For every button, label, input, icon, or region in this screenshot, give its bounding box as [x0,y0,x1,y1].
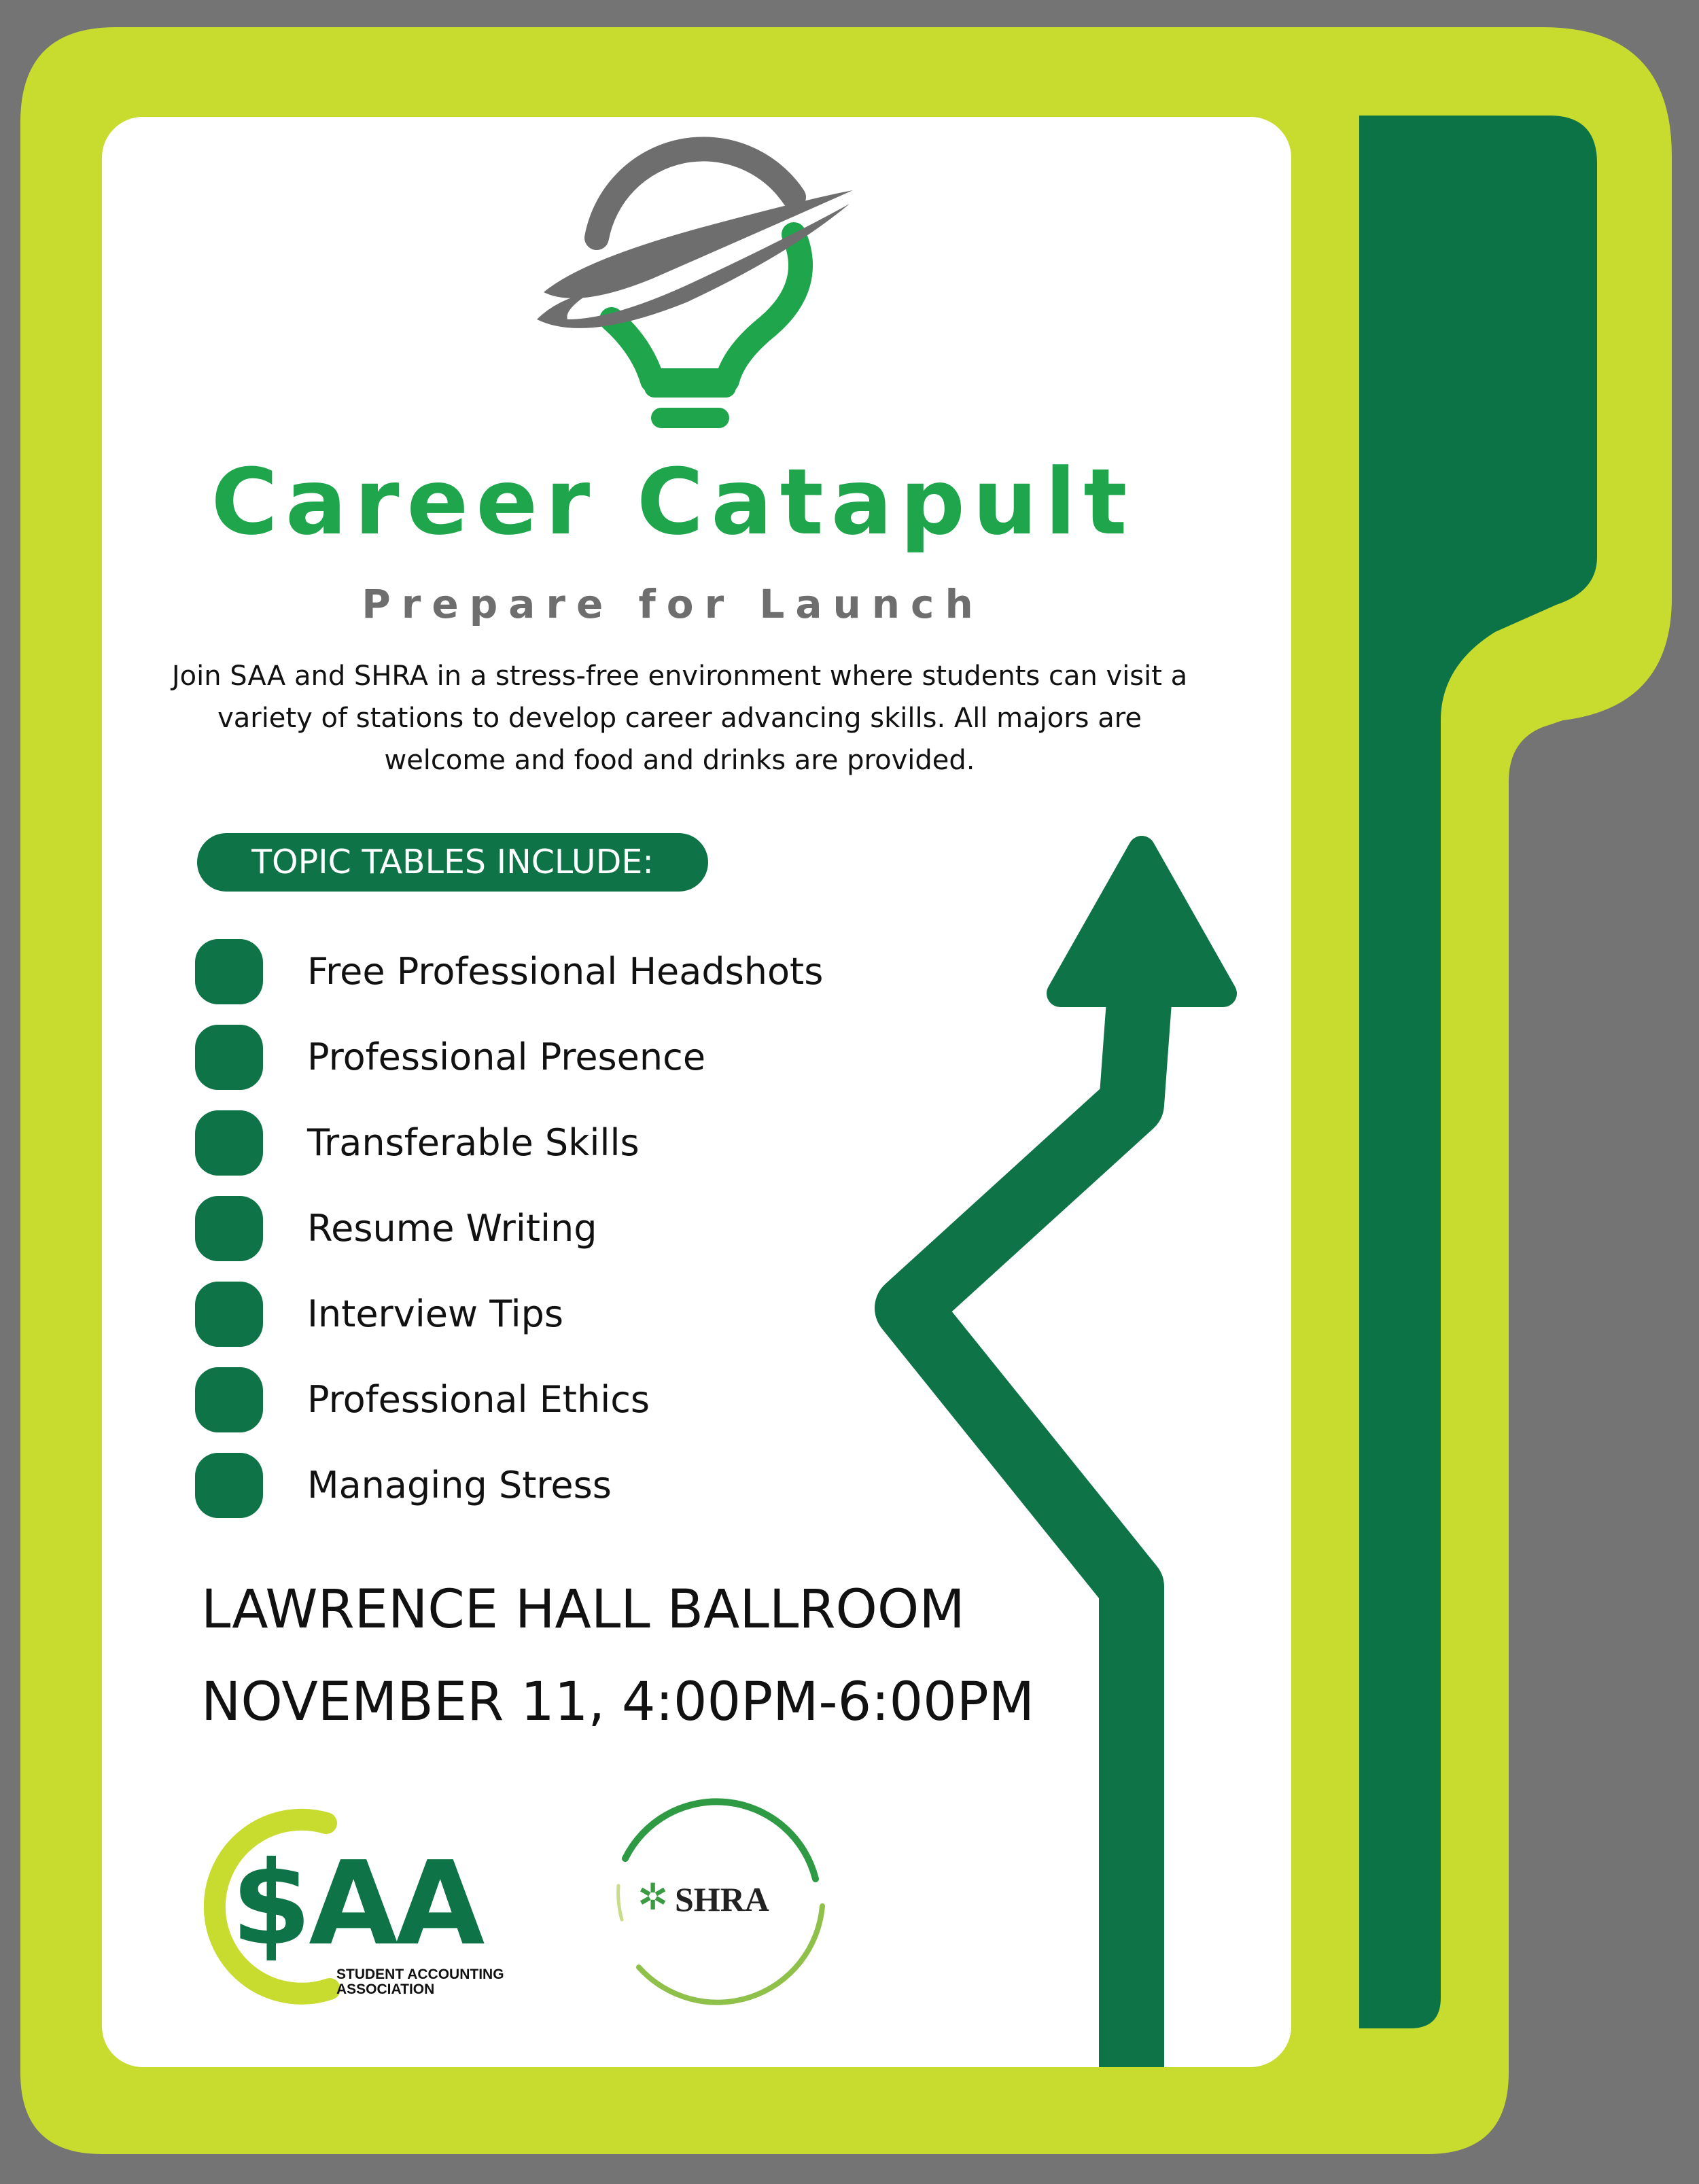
bullet-icon [195,1367,263,1432]
bullet-icon [195,939,263,1004]
event-subtitle: Prepare for Launch [362,581,984,627]
event-title: Career Catapult [211,449,1135,555]
topics-list [195,939,943,1538]
gear-icon: ✲ [637,1877,669,1918]
event-description: Join SAA and SHRA in a stress-free environment where students can visit a variety of stations to develop career advancing skills. All majors are welcome and food and drinks are provided. [171,661,1188,776]
topic-label: Interview Tips [307,1292,563,1335]
event-datetime: NOVEMBER 11, 4:00PM-6:00PM [201,1672,1035,1733]
topic-label: Managing Stress [307,1464,612,1507]
saa-logo [183,1804,510,2008]
topic-label: Free Professional Headshots [307,950,824,993]
topic-item [195,1025,943,1110]
bullet-icon [195,1453,263,1518]
bullet-icon [195,1282,263,1347]
topic-item [195,1110,943,1196]
saa-subtitle: STUDENT ACCOUNTING ASSOCIATION [336,1967,504,1997]
topic-item [195,1453,943,1538]
topic-label: Professional Ethics [307,1378,650,1421]
bullet-icon [195,1110,263,1176]
bullet-icon [195,1025,263,1090]
saa-mark: $AA [231,1837,483,1971]
topics-heading: TOPIC TABLES INCLUDE: [197,833,708,892]
bullet-icon [195,1196,263,1261]
event-venue: LAWRENCE HALL BALLROOM [201,1579,965,1640]
topic-item [195,1367,943,1453]
topic-item [195,939,943,1025]
shra-logo [598,1784,836,2015]
topic-label: Resume Writing [307,1207,597,1250]
topic-label: Professional Presence [307,1036,706,1078]
shra-mark: SHRA [675,1880,769,1918]
topic-item [195,1282,943,1367]
topic-label: Transferable Skills [307,1121,640,1164]
topic-item [195,1196,943,1282]
